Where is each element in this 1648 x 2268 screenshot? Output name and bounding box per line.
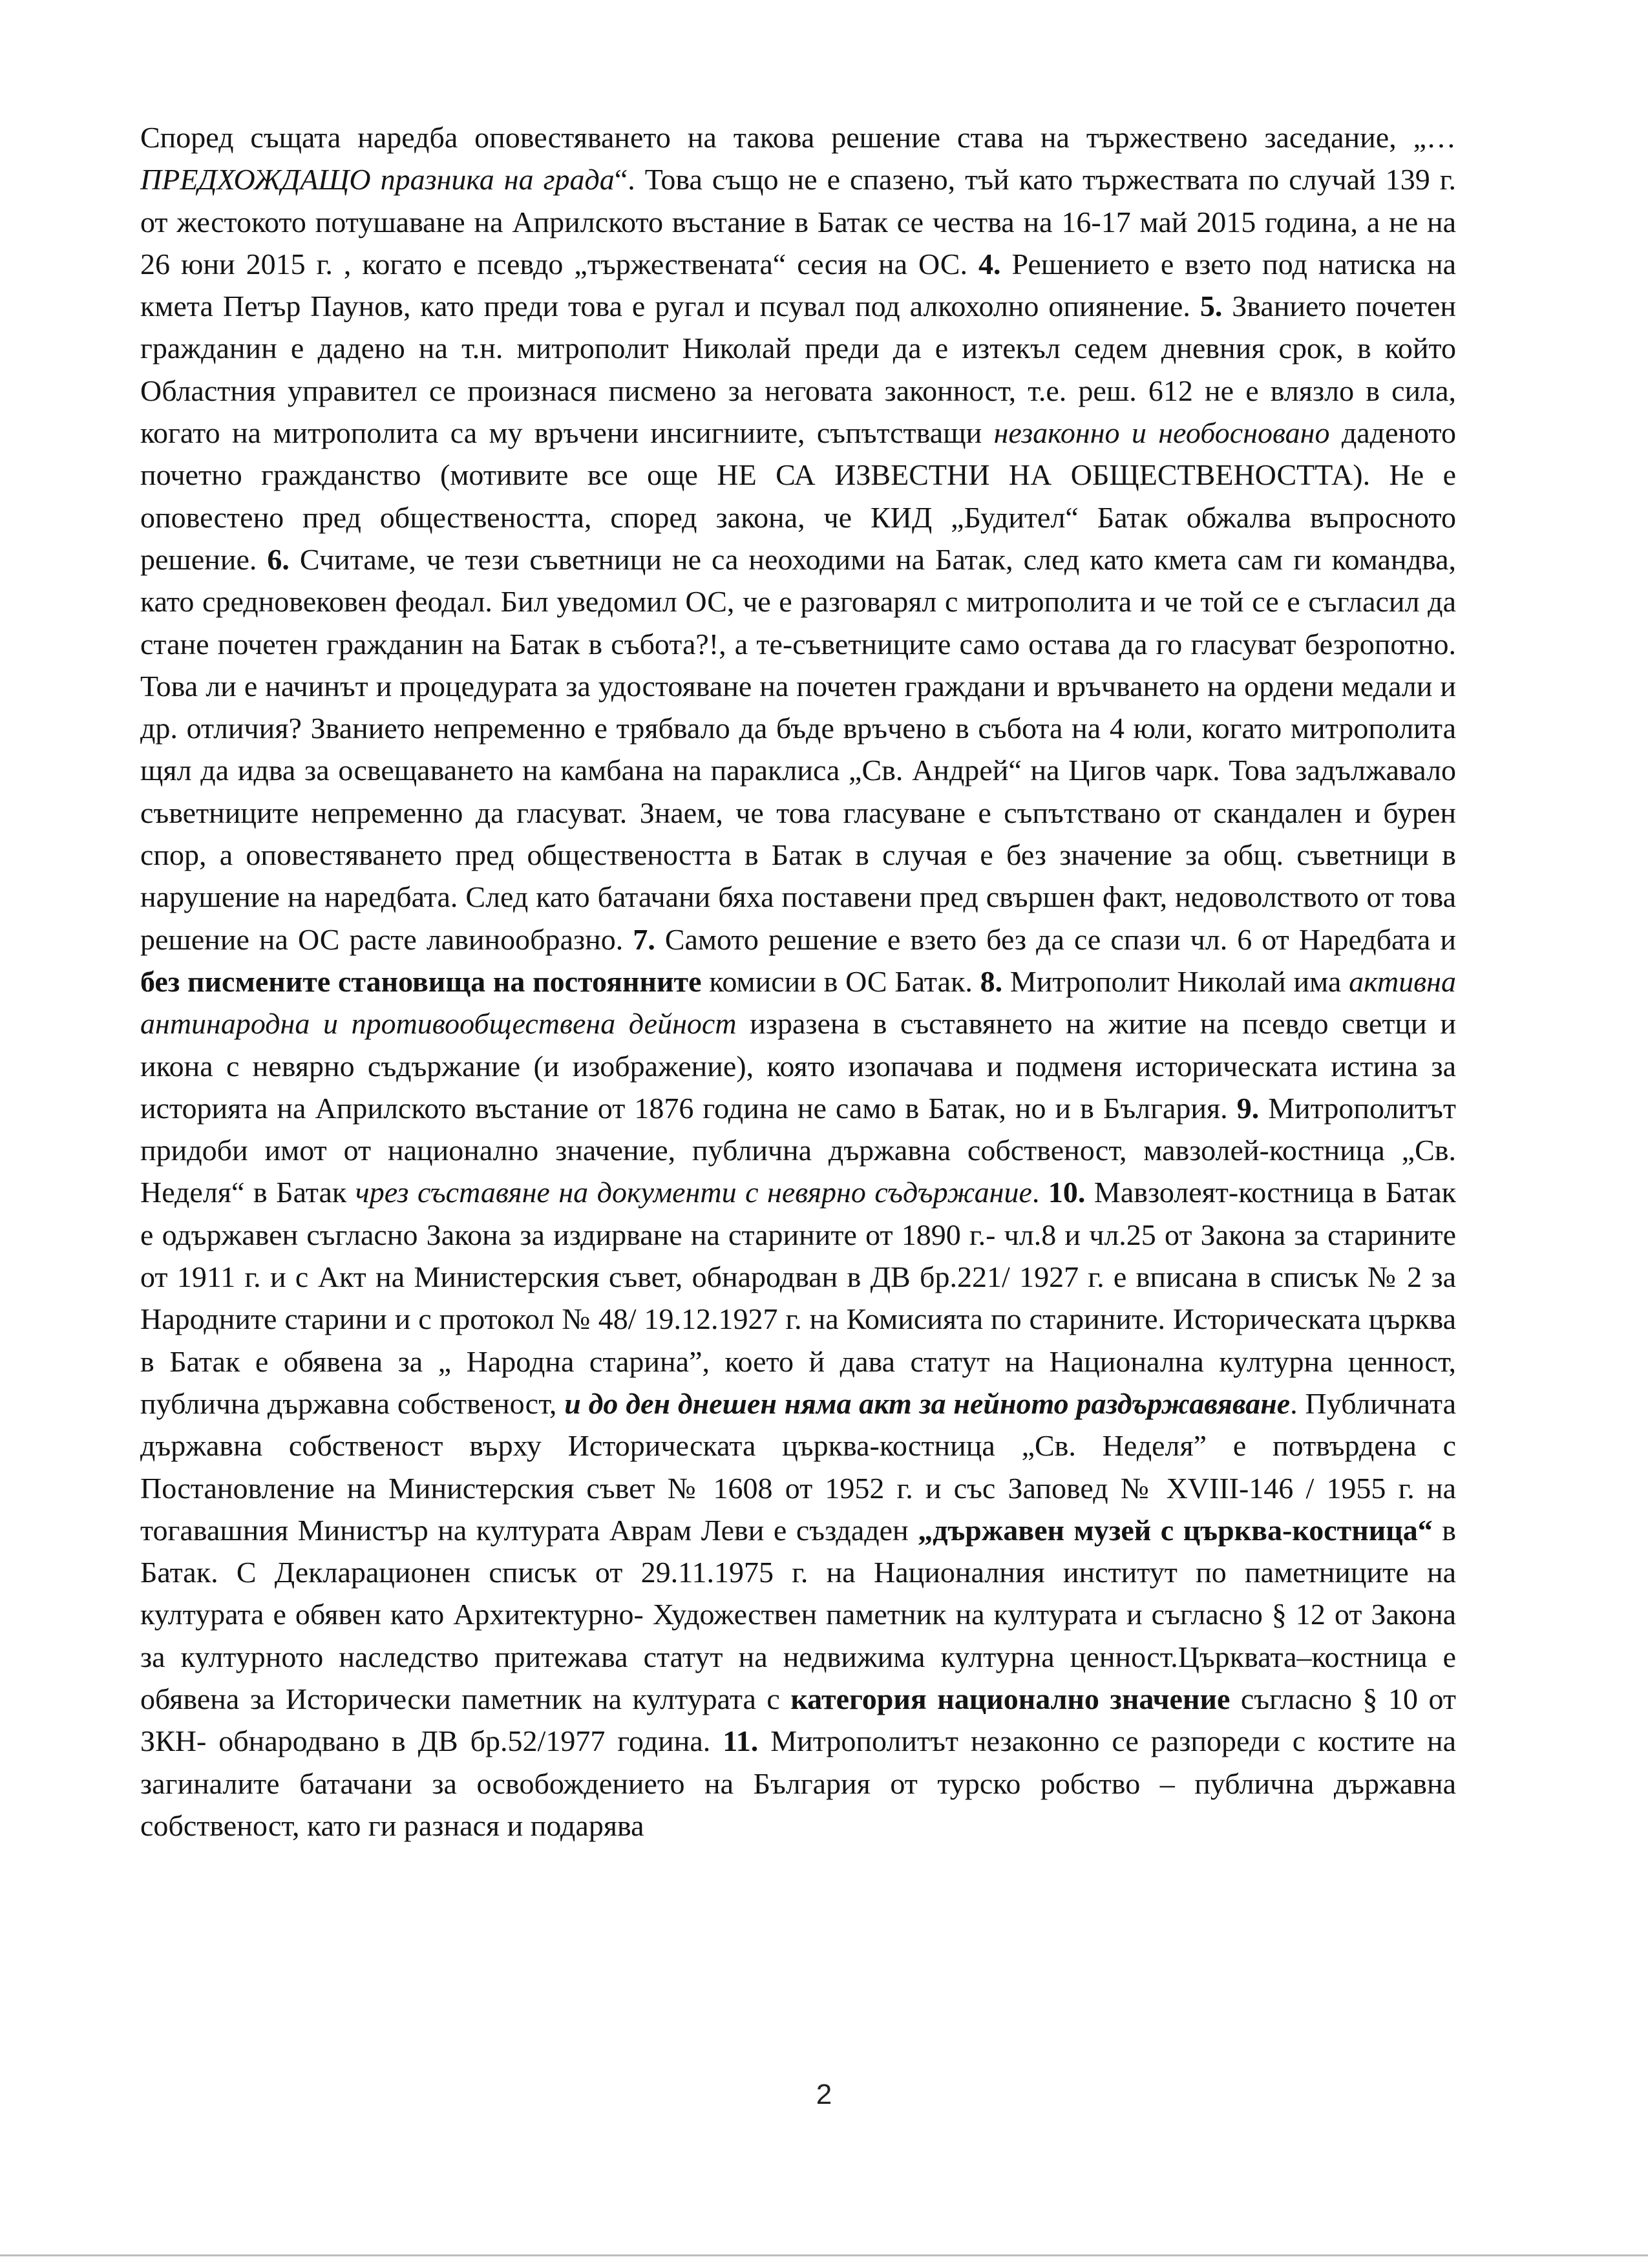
text-run: в Батак. С Декларационен списък от 29.11.1975 г. на Националния институт по паметниците на културата е обявен като Архитектурно- Художествен паметник на културата и съгласно § 12 от Закона за културното наследство притежава статут на недвижима културна ценност.Църквата–костница е обявена за Исторически паметник на културата с [140, 1513, 1456, 1715]
text-run: Считаме, че тези съветници не са неоходими на Батак, след като кмета сам ги командва, като средновековен феодал. Бил уведомил ОС, че е разговарял с митрополита и че той се е съгласил да стане почетен гражданин на Батак в събота?!, а те-съветниците само остава да го гласуват безропотно. Това ли е начинът и процедурата за удостояване на почетен граждани и връчването на ордени медали и др. отличия? Званието непременно е трябвало да бъде връчено в събота на 4 юли, когато митрополита щял да идва за освещаването на камбана на параклиса „Св. Андрей“ на Цигов чарк. Това задължавало съветниците непременно да гласуват. Знаем, че това гласуване е съпътствано от скандален и бурен спор, а оповестяването пред обществеността в Батак в случая е без значение за общ. съветници в нарушение на наредбата. След като батачани бяха поставени пред свършен факт, недоволството от това решение на ОС расте лавинообразно. [140, 542, 1456, 956]
text-run: 5. [1199, 290, 1223, 323]
text-run: без писмените становища на постоянните [140, 964, 702, 998]
text-run: чрез съставяне на документи с невярно съдържание [355, 1176, 1032, 1209]
text-run: комисии в ОС Батак. [701, 964, 980, 998]
text-run: даденото почетно гражданство (мотивите все още НЕ СА ИЗВЕСТНИ НА ОБЩЕСТВЕНОСТТА). Не е оповестено пред обществеността, според закона, че КИД „Будител“ Батак обжалва въпросното решение. [140, 416, 1457, 576]
text-run: 11. [723, 1724, 759, 1758]
text-run: и до ден днешен няма акт за нейното раздържавяване [564, 1386, 1291, 1420]
text-run: изразена в съставянето на житие на псевдо светци и икона с невярно съдържание (и изображение), която изопачава и подменя историческата истина за историята на Априлското въстание от 1876 година не само в Батак, но и в България. [140, 1007, 1456, 1125]
text-run: Мавзолеят-костница в Батак е одържавен съгласно Закона за издирване на старините от 1890 г.- чл.8 и чл.25 от Закона за старините от 1911 г. и с Акт на Министерския съвет, обнародван в ДВ бр.221/ 1927 г. е вписана в списък № 2 за Народните старини и с протокол № 48/ 19.12.1927 г. на Комисията по старините. Историческата църква в Батак е обявена за „ Народна старина”, което й дава статут на Национална културна ценност, публична държавна собственост, [140, 1176, 1456, 1420]
text-run: 10. [1048, 1176, 1086, 1209]
page-number: 2 [816, 2079, 832, 2110]
text-run: 6. [267, 542, 290, 576]
text-run: „държавен музей с църква-костница“ [918, 1513, 1433, 1547]
text-run: категория национално значение [790, 1682, 1231, 1715]
text-run: Митрополит Николай има [1002, 964, 1349, 998]
text-run: 7. [633, 922, 655, 956]
text-run: 8. [980, 964, 1003, 998]
text-run: незаконно и необосновано [993, 416, 1330, 450]
text-run: Според същата наредба оповестяването на такова решение става на тържествено заседание, „… [140, 121, 1456, 154]
text-run: Самото решение е взето без да се спази чл. 6 от Наредбата и [655, 922, 1456, 956]
text-run: съгласно § 10 от ЗКН- обнародвано в ДВ бр.52/1977 година. [140, 1682, 1457, 1758]
text-run: 4. [978, 247, 1001, 281]
body-paragraph [140, 116, 1456, 1847]
text-run: 9. [1236, 1091, 1260, 1125]
text-run: активна антинародна и противообществена дейност [140, 964, 1456, 1041]
text-run: Митрополитът незаконно се разпореди с костите на загиналите батачани за освобождението на България от турско робство – публична държавна собственост, като ги разнася и подарява [140, 1724, 1456, 1842]
text-run: ПРЕДХОЖДАЩО празника на града [140, 163, 615, 196]
scan-edge-divider [0, 2254, 1648, 2256]
text-run: “. Това също не е спазено, тъй като тържествата по случай 139 г. от жестокото потушаване на Априлското въстание в Батак се чества на 16-17 май 2015 година, а не на 26 юни 2015 г. , когато е псевдо „тържествената“ сесия на ОС. [140, 163, 1456, 281]
text-run: Званието почетен гражданин е дадено на т.н. митрополит Николай преди да е изтекъл седем дневния срок, в който Областния управител се произнася писмено за неговата законност, т.е. реш. 612 не е влязло в сила, когато на митрополита са му връчени инсигниите, съпътстващи [140, 290, 1456, 450]
text-run: Митрополитът придоби имот от национално значение, публична държавна собственост, мавзолей-костница „Св. Неделя“ в Батак [140, 1091, 1456, 1209]
text-run: . Публичната държавна собственост върху Историческата църква-костница „Св. Неделя” е потвърдена с Постановление на Министерския съвет № 1608 от 1952 г. и със Заповед № XVIII-146 / 1955 г. на тогавашния Министър на културата Аврам Леви е създаден [140, 1386, 1456, 1547]
text-run: Решението е взето под натиска на кмета Петър Паунов, като преди това е ругал и псувал под алкохолно опиянение. [140, 247, 1456, 323]
text-run: . [1031, 1176, 1048, 1209]
